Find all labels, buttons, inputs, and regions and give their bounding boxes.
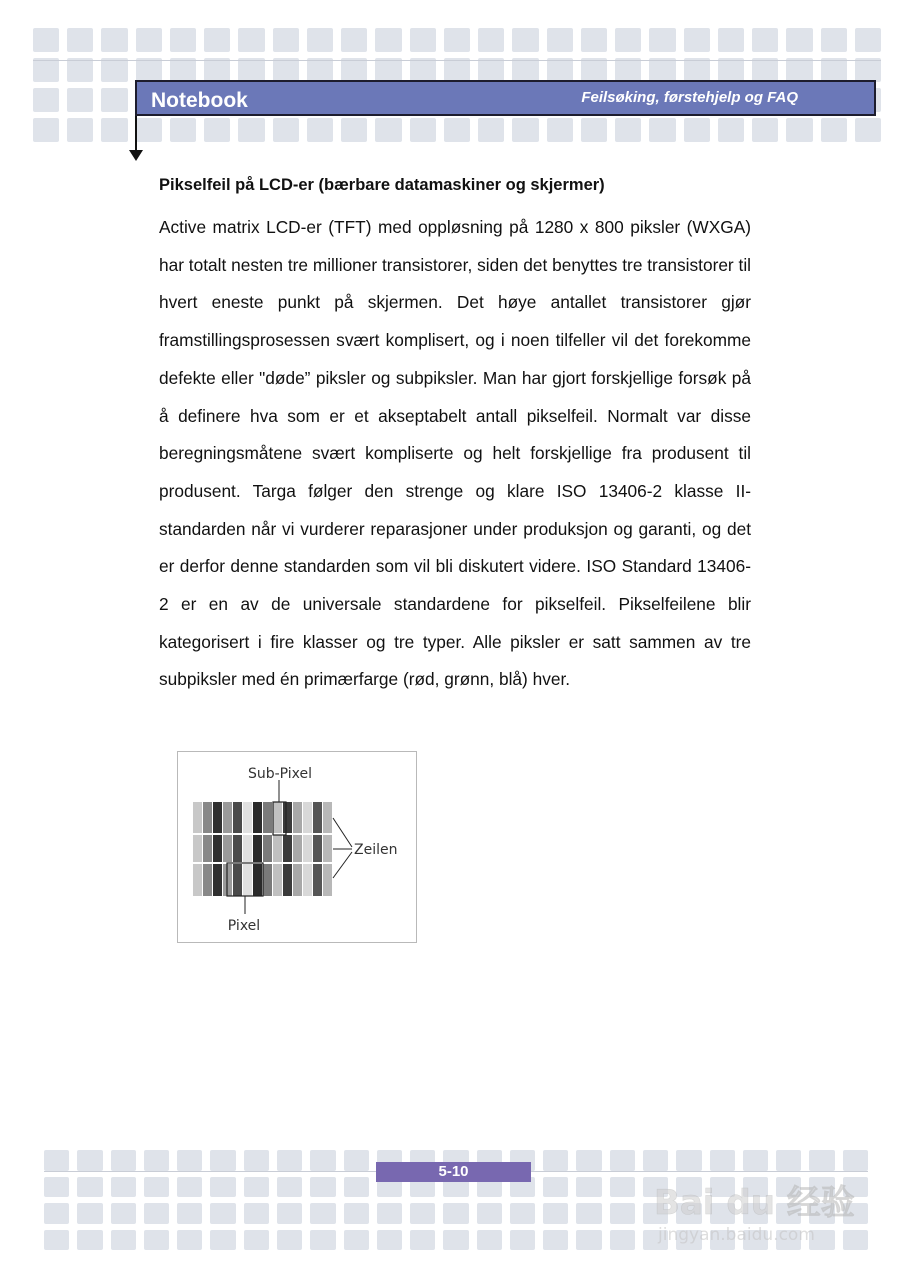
tile — [547, 58, 573, 82]
tile — [543, 1203, 568, 1224]
tile — [649, 28, 675, 52]
tile — [718, 58, 744, 82]
subpixel-label: Sub-Pixel — [247, 766, 313, 782]
tile — [615, 58, 641, 82]
tile — [576, 1150, 601, 1171]
tile — [752, 28, 778, 52]
tile — [244, 1150, 269, 1171]
tile — [375, 118, 401, 142]
tile — [341, 58, 367, 82]
tile — [576, 1203, 601, 1224]
subpixel-stripe — [233, 802, 242, 896]
rows-pointer — [333, 818, 352, 847]
subpixel-stripe — [273, 802, 282, 896]
tile — [477, 1230, 502, 1251]
tile — [581, 28, 607, 52]
tile — [204, 118, 230, 142]
tile — [33, 58, 59, 82]
tile — [44, 1230, 69, 1251]
tile — [786, 58, 812, 82]
tile — [444, 58, 470, 82]
tile — [410, 1203, 435, 1224]
tile — [676, 1150, 701, 1171]
tile — [341, 118, 367, 142]
tile — [377, 1230, 402, 1251]
tile — [543, 1177, 568, 1198]
tile — [543, 1150, 568, 1171]
tile — [111, 1230, 136, 1251]
arrow-down-icon — [129, 150, 143, 161]
subpixel-stripe — [243, 802, 252, 896]
tile — [77, 1177, 102, 1198]
tile — [210, 1230, 235, 1251]
tile — [855, 28, 881, 52]
subpixel-stripe — [213, 802, 222, 896]
subpixel-stripe — [293, 802, 302, 896]
tile — [33, 118, 59, 142]
tile — [136, 28, 162, 52]
tile — [610, 1203, 635, 1224]
tile — [410, 58, 436, 82]
tile — [177, 1177, 202, 1198]
tile — [136, 118, 162, 142]
rows-label: Zeilen — [354, 842, 398, 858]
tile — [377, 1203, 402, 1224]
tile — [210, 1150, 235, 1171]
subpixel-stripe — [303, 802, 312, 896]
tile — [210, 1177, 235, 1198]
tile — [752, 118, 778, 142]
tile — [310, 1230, 335, 1251]
tile — [684, 118, 710, 142]
watermark — [650, 1172, 870, 1252]
tile — [170, 118, 196, 142]
subpixel-stripe — [313, 802, 322, 896]
header-title: Notebook — [151, 89, 248, 112]
tile — [786, 28, 812, 52]
tile — [710, 1150, 735, 1171]
tile — [576, 1230, 601, 1251]
tile — [821, 28, 847, 52]
tile — [277, 1150, 302, 1171]
tile — [615, 28, 641, 52]
tile — [33, 88, 59, 112]
subpixel-stripe — [253, 802, 262, 896]
tile — [478, 58, 504, 82]
tile — [101, 88, 127, 112]
tile — [855, 58, 881, 82]
tile — [44, 1177, 69, 1198]
tile — [684, 28, 710, 52]
tile — [341, 28, 367, 52]
tile — [344, 1203, 369, 1224]
tile — [44, 1150, 69, 1171]
tile — [310, 1203, 335, 1224]
tile — [718, 118, 744, 142]
tile — [111, 1203, 136, 1224]
tile — [273, 118, 299, 142]
tile — [177, 1203, 202, 1224]
tile — [307, 118, 333, 142]
tile — [33, 28, 59, 52]
tile — [144, 1150, 169, 1171]
tile — [101, 58, 127, 82]
tile — [786, 118, 812, 142]
tile — [144, 1230, 169, 1251]
tile — [443, 1203, 468, 1224]
tile — [547, 118, 573, 142]
header-bar — [135, 80, 876, 116]
tile — [238, 58, 264, 82]
pixel-diagram — [177, 751, 417, 943]
arrow-line — [135, 116, 137, 152]
tile — [136, 58, 162, 82]
tile — [307, 58, 333, 82]
tile — [375, 28, 401, 52]
tile — [101, 28, 127, 52]
tile — [344, 1230, 369, 1251]
tile — [77, 1230, 102, 1251]
tile — [444, 118, 470, 142]
body-paragraph: Active matrix LCD-er (TFT) med oppløsning på 1280 x 800 piksler (WXGA) har totalt nesten tre millioner transistorer, siden det benyttes tre transistorer til hvert eneste punkt på skjermen. Det høye antallet transistorer gjør framstillingsprosessen svært komplisert, og i noen tilfeller vil det forekomme defekte eller "døde” piksler og subpiksler. Man har gjort forskjellige forsøk på å definere hva som er et akseptabelt antall pikselfeil. Normalt var disse beregningsmåtene svært kompliserte og helt forskjellige fra produsent til produsent. Targa følger den strenge og klare ISO 13406-2 klasse II-standarden når vi vurderer reparasjoner under produksjon og garanti, og det er derfor denne standarden som vil bli diskutert videre. ISO Standard 13406-2 er en av de universale standardene for pikselfeil. Pikselfeilene blir kategorisert i fire klasser og tre typer. Alle piksler er satt sammen av tre subpiksler med én primærfarge (rød, grønn, blå) hver. — [159, 217, 751, 690]
tile — [581, 58, 607, 82]
tile — [510, 1203, 535, 1224]
tile — [77, 1203, 102, 1224]
section-title: Pikselfeil på LCD-er (bærbare datamaskiner og skjermer) — [159, 176, 605, 194]
tile — [204, 58, 230, 82]
tile — [277, 1203, 302, 1224]
tile — [310, 1150, 335, 1171]
tile — [776, 1150, 801, 1171]
tile — [273, 28, 299, 52]
subpixel-stripe — [283, 802, 292, 896]
tile — [512, 118, 538, 142]
tile — [684, 58, 710, 82]
tile — [238, 28, 264, 52]
tile — [144, 1203, 169, 1224]
tile — [244, 1177, 269, 1198]
tile — [643, 1150, 668, 1171]
subpixel-stripe — [263, 802, 272, 896]
tile — [478, 118, 504, 142]
tile — [67, 118, 93, 142]
tile — [809, 1150, 834, 1171]
tile — [111, 1177, 136, 1198]
chapter-title: Feilsøking, førstehjelp og FAQ — [581, 89, 798, 106]
tile — [444, 28, 470, 52]
tile — [410, 1230, 435, 1251]
tile — [512, 28, 538, 52]
tile — [77, 1150, 102, 1171]
pixel-label: Pixel — [227, 918, 261, 934]
tile — [344, 1177, 369, 1198]
tile — [273, 58, 299, 82]
header-rule — [33, 60, 881, 61]
tile — [512, 58, 538, 82]
tile — [510, 1230, 535, 1251]
tile — [478, 28, 504, 52]
tile — [743, 1150, 768, 1171]
tile — [477, 1203, 502, 1224]
tile — [752, 58, 778, 82]
rows-pointer — [333, 852, 352, 878]
tile — [649, 118, 675, 142]
tile — [67, 28, 93, 52]
tile — [615, 118, 641, 142]
tile — [821, 118, 847, 142]
watermark-brand: Bai du 经验 — [654, 1183, 855, 1223]
tile — [310, 1177, 335, 1198]
tile — [718, 28, 744, 52]
tile — [610, 1150, 635, 1171]
tile — [244, 1203, 269, 1224]
tile — [307, 28, 333, 52]
tile — [277, 1177, 302, 1198]
tile — [177, 1230, 202, 1251]
tile — [277, 1230, 302, 1251]
watermark-url: jingyan.baidu.com — [658, 1225, 815, 1245]
tile — [244, 1230, 269, 1251]
tile — [821, 58, 847, 82]
tile — [344, 1150, 369, 1171]
tile — [410, 28, 436, 52]
tile — [610, 1230, 635, 1251]
tile — [44, 1203, 69, 1224]
tile — [204, 28, 230, 52]
tile — [547, 28, 573, 52]
subpixel-stripe — [193, 802, 202, 896]
tile — [649, 58, 675, 82]
tile — [843, 1150, 868, 1171]
tile — [443, 1230, 468, 1251]
tile — [543, 1230, 568, 1251]
tile — [144, 1177, 169, 1198]
tile — [177, 1150, 202, 1171]
tile — [101, 118, 127, 142]
tile — [238, 118, 264, 142]
tile — [855, 118, 881, 142]
tile — [375, 58, 401, 82]
tile — [410, 118, 436, 142]
page-number: 5-10 — [376, 1162, 531, 1182]
content-area — [159, 176, 751, 699]
tile — [610, 1177, 635, 1198]
tile — [576, 1177, 601, 1198]
subpixel-stripe — [323, 802, 332, 896]
tile — [170, 58, 196, 82]
tile — [67, 58, 93, 82]
tile — [210, 1203, 235, 1224]
tile — [170, 28, 196, 52]
tile — [581, 118, 607, 142]
subpixel-stripe — [203, 802, 212, 896]
tile — [67, 88, 93, 112]
tile — [111, 1150, 136, 1171]
